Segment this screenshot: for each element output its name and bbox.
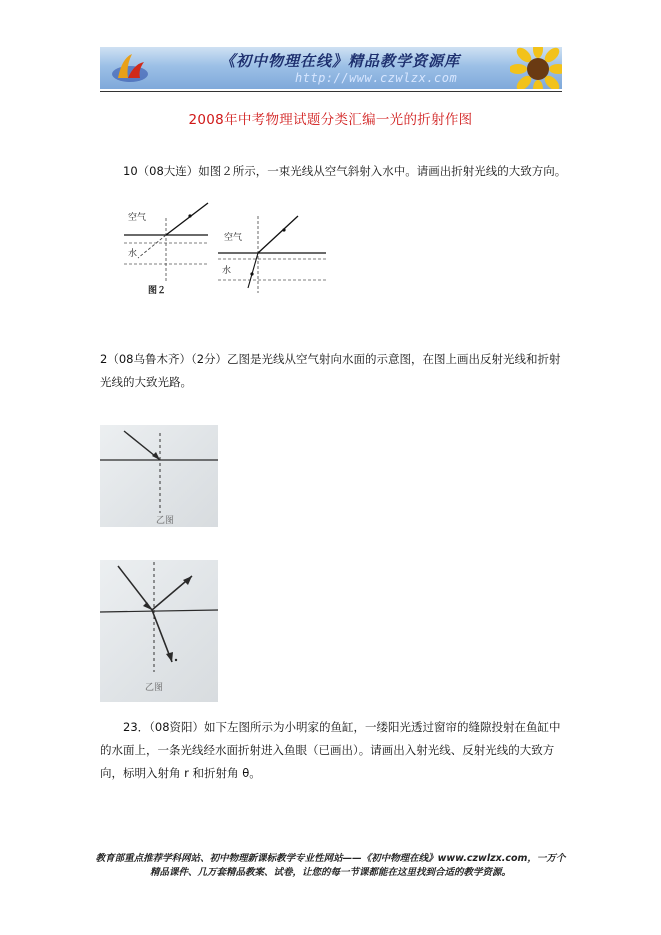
figure-yi-answer-caption: 乙图 bbox=[145, 683, 164, 693]
fig2-right-air-label: 空气 bbox=[224, 233, 243, 243]
fig2-left-air-label: 空气 bbox=[128, 213, 147, 223]
figure-yi-answer bbox=[100, 560, 218, 702]
fig2-caption: 图２ bbox=[148, 286, 167, 296]
fig2-left-water-label: 水 bbox=[128, 249, 138, 259]
site-logo bbox=[110, 52, 150, 84]
question-1-text: 10（08大连）如图２所示，一束光线从空气斜射入水中。请画出折射光线的大致方向。 bbox=[123, 164, 567, 178]
page-title: 2008年中考物理试题分类汇编一光的折射作图 bbox=[188, 112, 473, 128]
banner-title: 《初中物理在线》精品教学资源库 bbox=[220, 52, 461, 70]
figure-yi-caption: 乙图 bbox=[156, 516, 175, 526]
header-rule bbox=[100, 91, 562, 92]
banner-url[interactable]: http://www.czwlzx.com bbox=[295, 71, 458, 85]
question-2-text: 2（08乌鲁木齐）（2分）乙图是光线从空气射向水面的示意图，在图上画出反射光线和折射光线的大致光路。 bbox=[100, 352, 561, 389]
question-3-text: 23．（08资阳）如下左图所示为小明家的鱼缸，一缕阳光透过窗帘的缝隙投射在鱼缸中的水面上，一条光线经水面折射进入鱼眼（已画出）。请画出入射光线、反射光线的大致方向，标明入射角 r 和折射角 θ。 bbox=[100, 720, 561, 780]
sunflower-icon bbox=[510, 47, 562, 89]
fig2-right-water-label: 水 bbox=[222, 266, 232, 276]
figure-2-diagram bbox=[118, 198, 330, 298]
footer-line-2: 精品课件、几万套精品教案、试卷，让您的每一节课都能在这里找到合适的教学资源。 bbox=[149, 867, 511, 878]
footer-line-1: 教育部重点推荐学科网站、初中物理新课标教学专业性网站——《初中物理在线》www.czwlzx.com，一万个 bbox=[95, 853, 566, 864]
page-footer bbox=[60, 852, 601, 880]
header-banner bbox=[100, 47, 562, 89]
figure-yi-question bbox=[100, 425, 218, 527]
